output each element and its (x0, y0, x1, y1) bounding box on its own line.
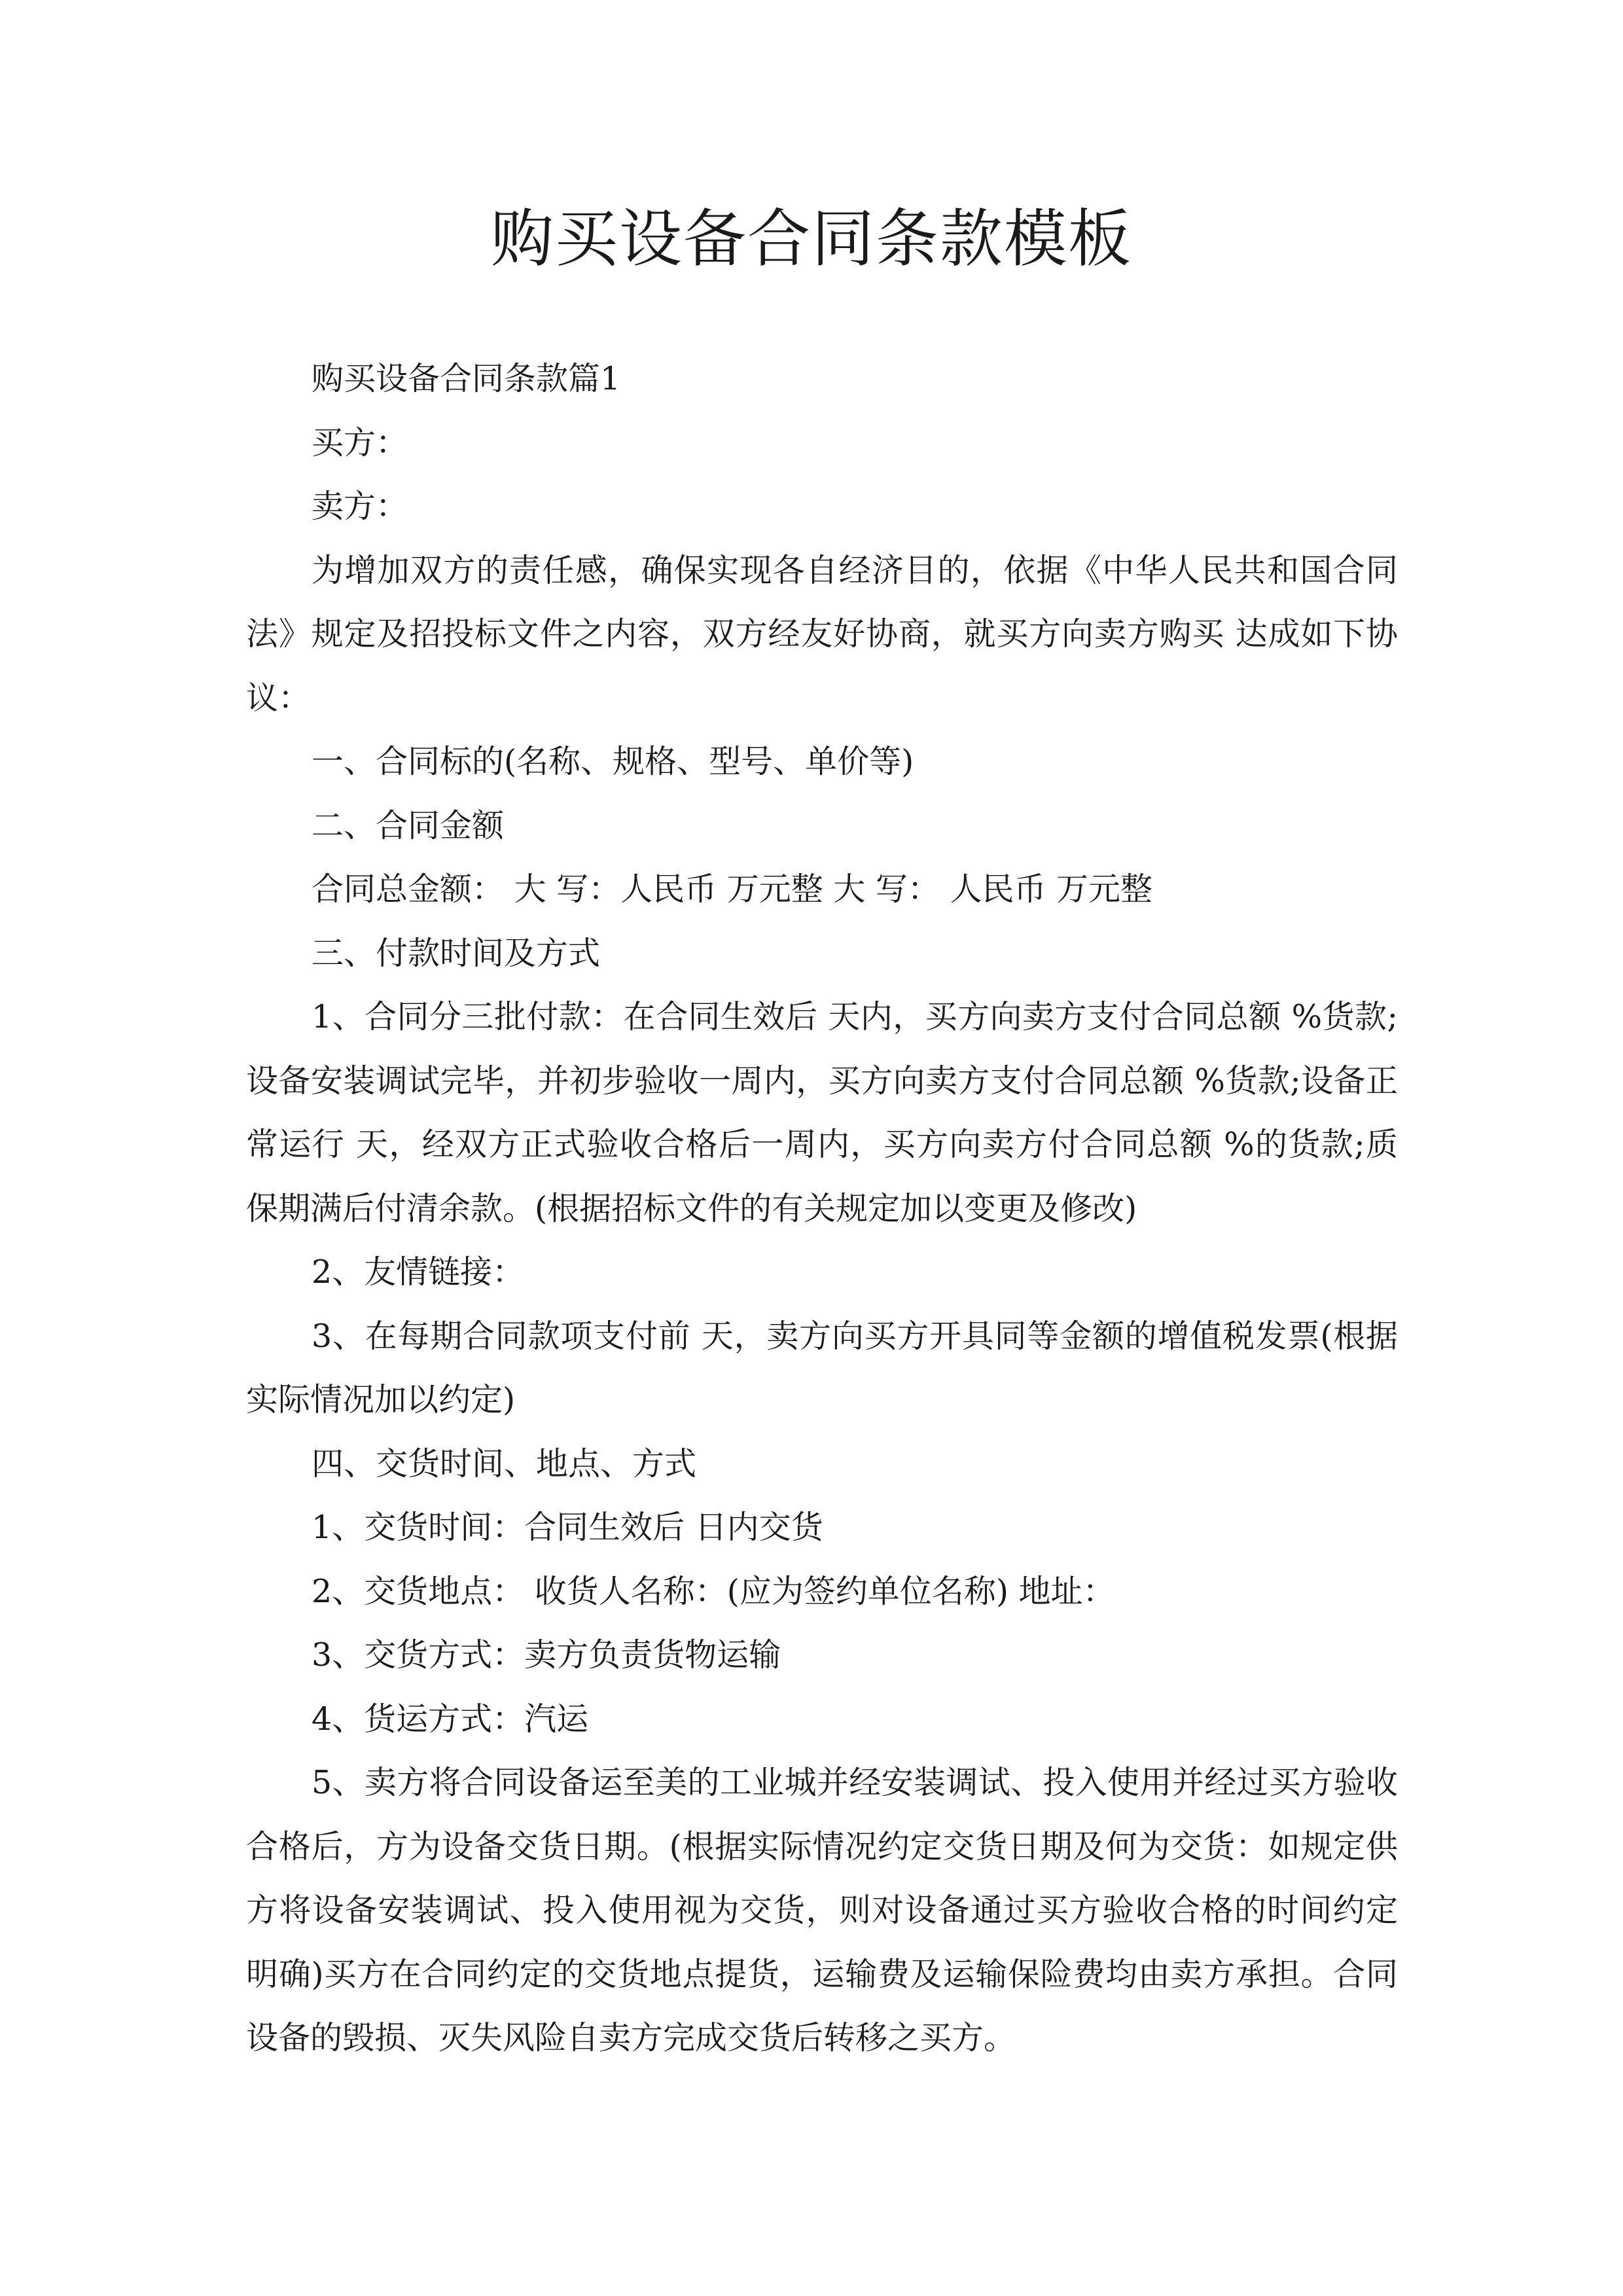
delivery-item-3: 3、交货方式：卖方负责货物运输 (312, 1636, 781, 1674)
seller-line: 卖方： (312, 488, 408, 525)
clause-heading-payment: 三、付款时间及方式 (312, 934, 601, 972)
payment-item-3: 3、在每期合同款项支付前 天，卖方向买方开具同等金额的增值税发票(根据实际情况加以约定) (246, 1317, 1398, 1418)
buyer-line: 买方： (312, 423, 408, 461)
document-title: 购买设备合同条款模板 (491, 202, 1132, 276)
section-heading-part-1: 购买设备合同条款篇1 (312, 360, 621, 397)
preamble-paragraph: 为增加双方的责任感，确保实现各自经济目的，依据《中华人民共和国合同法》规定及招投标文件之内容，双方经友好协商，就买方向卖方购买 达成如下协议： (246, 551, 1398, 717)
delivery-item-4: 4、货运方式：汽运 (312, 1700, 589, 1738)
delivery-item-5: 5、卖方将合同设备运至美的工业城并经安装调试、投入使用并经过买方验收合格后，方为设备交货日期。(根据实际情况约定交货日期及何为交货：如规定供方将设备安装调试、投入使用视为交货，则对设备通过买方验收合格的时间约定明确)买方在合同约定的交货地点提货，运输费及运输保险费均由卖方承担。合同设备的毁损、灭失风险自卖方完成交货后转移之买方。 (246, 1764, 1398, 2056)
clause-heading-subject: 一、合同标的(名称、规格、型号、单价等) (312, 743, 914, 780)
document-body (246, 347, 1398, 2070)
clause-heading-delivery: 四、交货时间、地点、方式 (312, 1444, 697, 1482)
delivery-item-2: 2、交货地点： 收货人名称：(应为签约单位名称) 地址： (312, 1572, 1115, 1610)
payment-item-1: 1、合同分三批付款：在合同生效后 天内，买方向卖方支付合同总额 %货款;设备安装调试完毕，并初步验收一周内，买方向卖方支付合同总额 %货款;设备正常运行 天，经双方正式验收合格后一周内，买方向卖方付合同总额 %的货款;质保期满后付清余款。(根据招标文件的有关规定加以变更及修改) (246, 998, 1398, 1227)
clause-heading-amount: 二、合同金额 (312, 806, 505, 844)
payment-item-2: 2、友情链接： (312, 1253, 525, 1291)
total-amount-line: 合同总金额： 大 写：人民币 万元整 大 写： 人民币 万元整 (312, 870, 1153, 908)
delivery-item-1: 1、交货时间：合同生效后 日内交货 (312, 1509, 823, 1546)
